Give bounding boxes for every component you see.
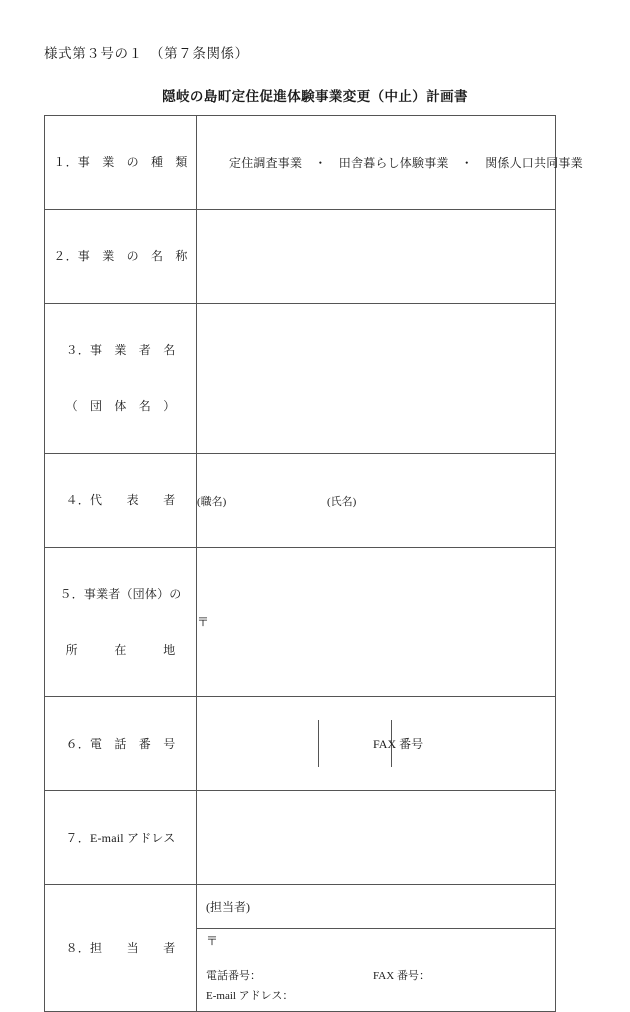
table-row-operator-name xyxy=(45,303,556,453)
person-in-charge-contact-field[interactable] xyxy=(197,929,555,1011)
person-in-charge-group xyxy=(197,885,556,1012)
postal-mark-icon: 〒 xyxy=(206,934,219,949)
person-in-charge-label: (担当者) xyxy=(206,900,250,915)
telephone-fax-group xyxy=(197,697,556,791)
business-name-field[interactable] xyxy=(197,209,556,303)
row-label-telephone xyxy=(45,697,197,791)
contact-row-phone-fax xyxy=(206,967,546,986)
representative-field[interactable] xyxy=(197,453,556,547)
postal-mark-icon: 〒 xyxy=(197,614,210,629)
row-label-address xyxy=(45,547,197,697)
business-type-options-text: 定住調査事業 ・ 田舎暮らし体験事業 ・ 関係人口共同事業 xyxy=(229,155,583,170)
label-line: ６．電 話 番 号 xyxy=(65,736,176,751)
contact-details xyxy=(206,967,546,1006)
representative-job-title-label: (職名) xyxy=(197,496,227,509)
row-label-representative xyxy=(45,453,197,547)
person-in-charge-name-field[interactable] xyxy=(197,885,555,929)
contact-email-label: E-mail アドレス： xyxy=(206,989,294,1002)
address-field[interactable] xyxy=(197,547,556,697)
label-line: （ 団 体 名 ） xyxy=(65,398,176,413)
page-title: 隠岐の島町定住促進体験事業変更（中止）計画書 xyxy=(162,89,468,104)
representative-name-label: (氏名) xyxy=(327,496,357,509)
table-row-address xyxy=(45,547,556,697)
row-label-person-in-charge xyxy=(45,885,197,1012)
table-row-telephone xyxy=(45,697,556,791)
label-line: ５．事業者（団体）の xyxy=(59,586,182,601)
row-label-email xyxy=(45,791,197,885)
row-label-business-type xyxy=(45,116,197,210)
table-row-business-name xyxy=(45,209,556,303)
operator-name-field[interactable] xyxy=(197,303,556,453)
telephone-fax-subtable xyxy=(197,720,555,767)
form-number: 様式第３号の１ （第７条関係） xyxy=(44,46,249,61)
label-line: １．事 業 の 種 類 xyxy=(53,155,188,170)
table-row-person-in-charge xyxy=(45,885,556,1012)
fax-label-text: FAX 番号 xyxy=(373,737,424,752)
email-field[interactable] xyxy=(197,791,556,885)
row-label-operator-name xyxy=(45,303,197,453)
label-line: ３．事 業 者 名 xyxy=(65,343,176,358)
label-line: 所 在 地 xyxy=(65,642,176,657)
label-line: ８．担 当 者 xyxy=(65,940,176,955)
person-in-charge-subtable xyxy=(197,885,555,1011)
table-row-business-type xyxy=(45,116,556,210)
contact-fax-label: FAX 番号： xyxy=(373,970,430,983)
label-line: ７．E-mail アドレス xyxy=(65,830,176,845)
label-line: ４．代 表 者 xyxy=(65,492,176,507)
business-type-choices[interactable] xyxy=(197,116,583,210)
row-label-business-name xyxy=(45,209,197,303)
telephone-field[interactable] xyxy=(197,720,319,767)
contact-telephone-label: 電話番号： xyxy=(206,970,261,983)
table-row-email xyxy=(45,791,556,885)
table-row-representative xyxy=(45,453,556,547)
label-line: ２．事 業 の 名 称 xyxy=(53,249,188,264)
fax-label xyxy=(319,720,424,767)
application-form-table xyxy=(44,115,583,1012)
